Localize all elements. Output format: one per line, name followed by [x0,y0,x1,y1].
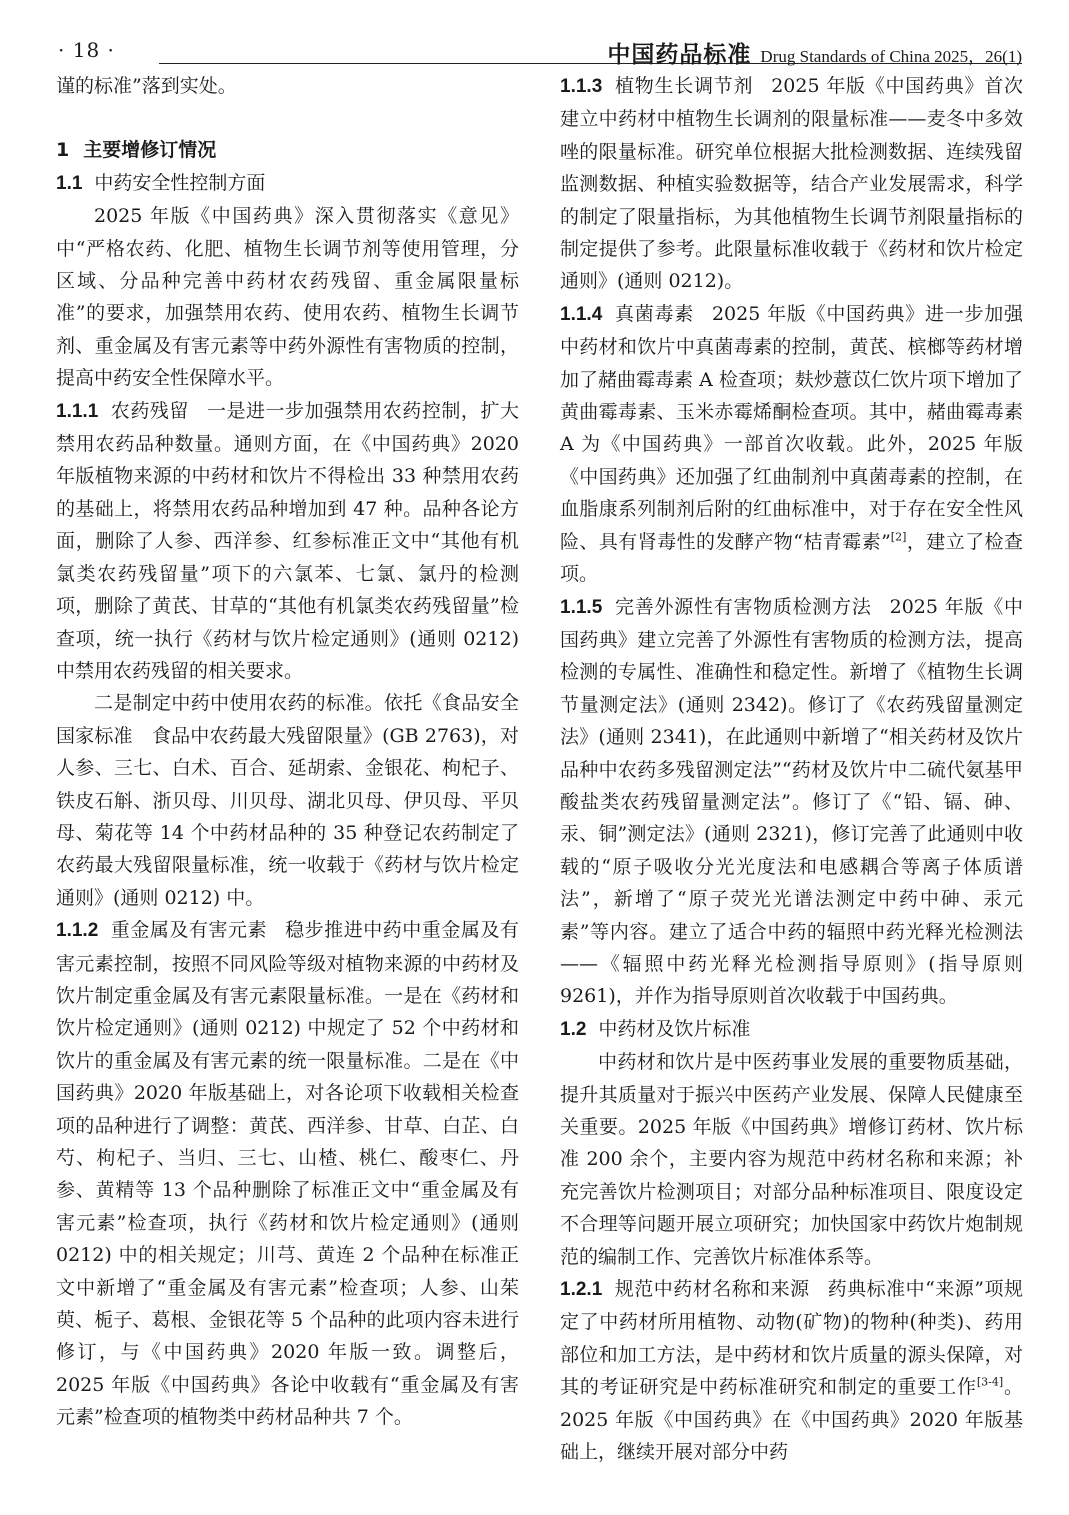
section-title: 植物生长调节剂 [614,75,754,97]
paragraph-continued: 谨的标准”落到实处。 [56,75,237,97]
subsection-1-1-3 [560,70,1023,298]
section-heading-1-2 [560,1013,1023,1046]
section-heading-1-1 [56,167,519,200]
reference-marker[interactable]: [2] [890,530,907,544]
paragraph-text: ，建立了检查项。 [560,530,1023,586]
section-title: 农药残留 [110,399,189,422]
reference-marker[interactable]: [3-4] [976,1375,1004,1389]
section-title: 中药安全性控制方面 [94,171,266,194]
paragraph-text: 稳步推进中药中重金属及有害元素控制，按照不同风险等级对植物来源的中药材及饮片制定重金属及有害元素限量标准。一是在《药材和饮片检定通则》(通则 0212) 中规定了 52 个中药材和饮片的重金属及有害元素的统一限量标准。二是在《中国药典》2020 年版基础上，对各论项下收载相关检查项的品种进行了调整：黄芪、西洋参、甘草、白芷、白芍、枸杞子、当归、三七、山楂、桃仁、酸枣仁、丹参、黄精等 13 个品种删除了标准正文中“重金属及有害元素”检查项，执行《药材和饮片检定通则》(通则 0212) 中的相关规定；川芎、黄连 2 个品种在标准正文中新增了“重金属及有害元素”检查项；人参、山茱萸、栀子、葛根、金银花等 5 个品种的此项内容未进行修订，与《中国药典》2020 年版一致。调整后，2025 年版《中国药典》各论中收载有“重金属及有害元素”检查项的植物类中药材品种共 7 个。 [56,919,519,1429]
page-header [55,36,1022,66]
subsection-1-2-1 [560,1273,1023,1468]
section-title: 真菌毒素 [614,302,694,325]
section-number: 1.1 [56,172,83,194]
journal-title-cn: 中国药品标准 [607,41,752,68]
section-title: 重金属及有害元素 [110,919,268,942]
paragraph: 2025 年版《中国药典》深入贯彻落实《意见》中“严格农药、化肥、植物生长调节剂等使用管理，分区域、分品种完善中药材农药残留、重金属限量标准”的要求，加强禁用农药、使用农药、植物生长调节剂、重金属及有害元素等中药外源性有害物质的控制，提高中药安全性保障水平。 [56,205,519,390]
subsection-1-1-4 [560,298,1023,591]
section-title: 主要增修订情况 [83,139,217,162]
section-number: 1.1.5 [560,596,603,618]
paragraph-text: 一是进一步加强禁用农药控制，扩大禁用农药品种数量。通则方面，在《中国药典》2020 年版植物来源的中药材和饮片不得检出 33 种禁用农药的基础上，将禁用农药品种增加到 47 种。品种各论方面，删除了人参、西洋参、红参标准正文中“其他有机氯类农药残留量”项下的六氯苯、七氯、氯丹的检测项，删除了黄芪、甘草的“其他有机氯类农药残留量”检查项，统一执行《药材与饮片检定通则》(通则 0212) 中禁用农药残留的相关要求。 [56,399,519,682]
subsection-1-1-5 [560,591,1023,1013]
section-title: 完善外源性有害物质检测方法 [614,595,872,618]
paragraph-text: 。2025 年版《中国药典》在《中国药典》2020 年版基础上，继续开展对部分中药 [560,1376,1023,1464]
section-heading-1 [56,134,519,166]
section-number: 1 [56,139,70,162]
section-gap [56,102,519,134]
subsection-1-1-2 [56,914,519,1434]
paragraph: 二是制定中药中使用农药的标准。依托《食品安全国家标准 食品中农药最大残留限量》(GB 2763)，对人参、三七、白术、百合、延胡索、金银花、枸杞子、铁皮石斛、浙贝母、川贝母、湖北贝母、伊贝母、平贝母、菊花等 14 个中药材品种的 35 种登记农药制定了农药最大残留限量标准，统一收载于《药材与饮片检定通则》(通则 0212) 中。 [56,692,519,909]
journal-title-en: Drug Standards of China 2025，26(1) [760,47,1022,66]
section-number: 1.1.2 [56,920,99,942]
paragraph-text: 2025 年版《中国药典》首次建立中药材中植物生长调剂的限量标准——麦冬中多效唑的限量标准。研究单位根据大批检测数据、连续残留监测数据、种植实验数据等，结合产业发展需求，科学的制定了限量指标，为其他植物生长调节剂限量指标的制定提供了参考。此限量标准收载于《药材和饮片检定通则》(通则 0212)。 [560,75,1023,293]
section-number: 1.1.1 [56,400,99,422]
journal-title [607,36,1022,69]
section-number: 1.2 [560,1018,587,1040]
paragraph-text: 药典标准中“来源”项规定了中药材所用植物、动物(矿物)的物种(种类)、药用部位和加工方法，是中药材和饮片质量的源头保障，对其的考证研究是中药标准研究和制定的重要工作 [560,1278,1023,1399]
paragraph-text: 2025 年版《中国药典》建立完善了外源性有害物质的检测方法，提高检测的专属性、准确性和稳定性。新增了《植物生长调节量测定法》(通则 2342)。修订了《农药残留量测定法》(通则 2341)，在此通则中新增了“相关药材及饮片品种中农药多残留测定法”“药材及饮片中二硫代氨基甲酸盐类农药残留量测定法”。修订了《“铅、镉、砷、汞、铜”测定法》(通则 2321)，修订完善了此通则中收载的“原子吸收分光光度法和电感耦合等离子体质谱法”，新增了“原子荧光光谱法测定中药中砷、汞元素”等内容。建立了适合中药的辐照中药光释光检测法——《辐照中药光释光检测指导原则》(指导原则 9261)，并作为指导原则首次收载于中国药典。 [560,595,1023,1008]
paragraph-text: 2025 年版《中国药典》进一步加强中药材和饮片中真菌毒素的控制，黄芪、槟榔等药材增加了赭曲霉毒素 A 检查项；麸炒薏苡仁饮片项下增加了黄曲霉毒素、玉米赤霉烯酮检查项。其中，赭曲霉毒素 A 为《中国药典》一部首次收载。此外，2025 年版《中国药典》还加强了红曲制剂中真菌毒素的控制，在血脂康系列制剂后附的红曲标准中，对于存在安全性风险、具有肾毒性的发酵产物“桔青霉素” [560,302,1023,553]
left-column [56,70,519,1434]
section-number: 1.1.4 [560,303,603,325]
section-number: 1.1.3 [560,76,603,97]
paragraph: 中药材和饮片是中医药事业发展的重要物质基础，提升其质量对于振兴中医药产业发展、保障人民健康至关重要。2025 年版《中国药典》增修订药材、饮片标准 200 余个，主要内容为规范中药材名称和来源；补充完善饮片检测项目；对部分品种标准项目、限度设定不合理等问题开展立项研究；加快国家中药饮片炮制规范的编制工作、完善饮片标准体系等。 [560,1051,1023,1268]
subsection-1-1-1 [56,395,519,688]
page-number: · 18 · [58,38,115,62]
right-column [560,70,1023,1468]
section-title: 中药材及饮片标准 [598,1017,751,1040]
section-title: 规范中药材名称和来源 [614,1278,810,1301]
section-number: 1.2.1 [560,1279,603,1301]
